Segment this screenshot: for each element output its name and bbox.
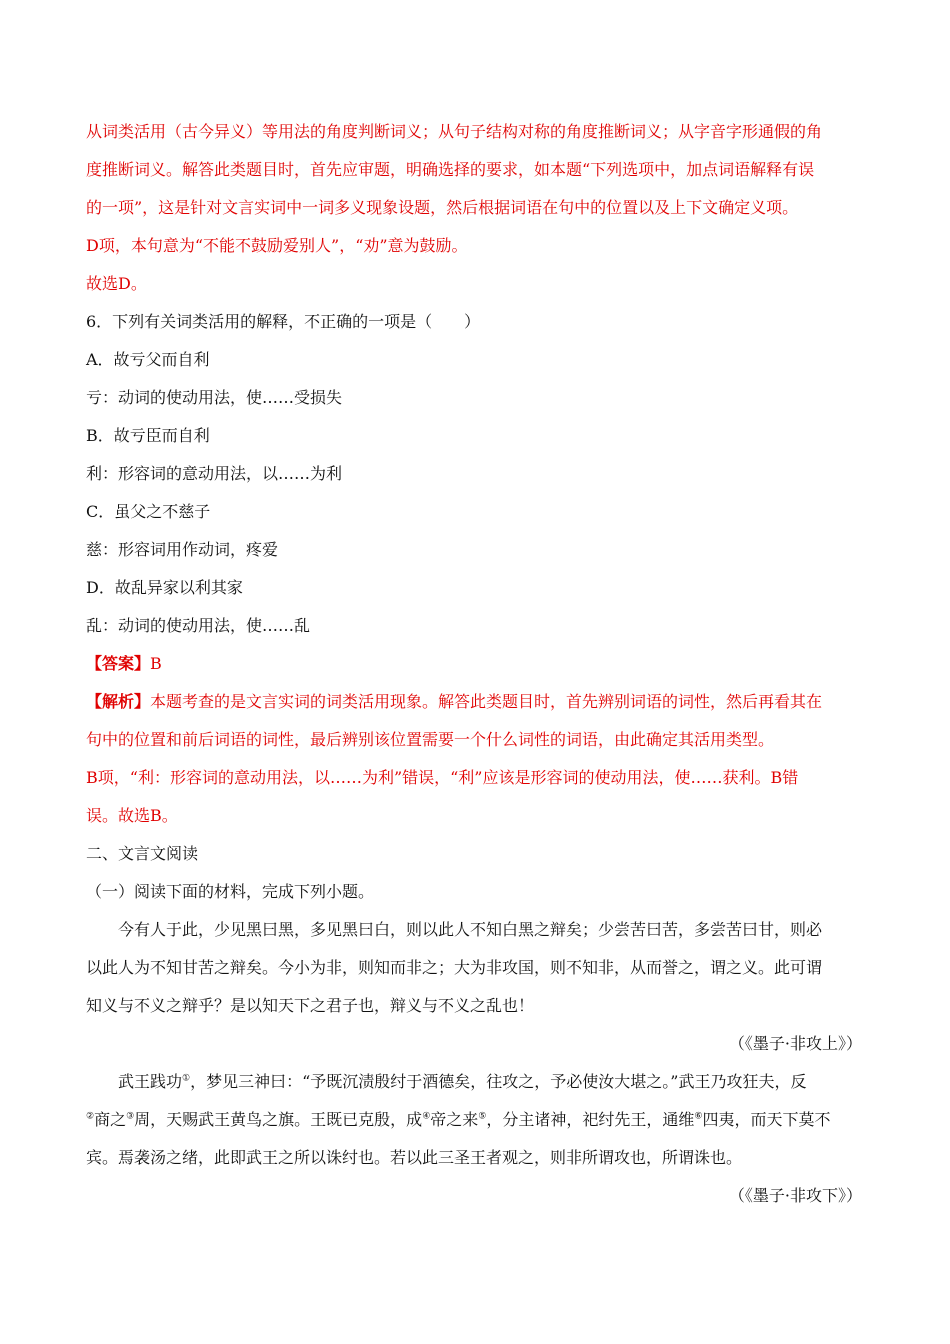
passage-2-source: （《墨子·非攻下》） xyxy=(728,1186,862,1205)
passage-text: 武王践功 xyxy=(118,1072,183,1091)
footnote-marker: ⑤ xyxy=(478,1111,487,1122)
explanation-line: 从词类活用（古今异义）等用法的角度判断词义；从句子结构对称的角度推断词义；从字音字形通假的角 xyxy=(86,122,823,141)
option-b: B．故亏臣而自利 xyxy=(86,426,210,445)
passage-text: 帝之来 xyxy=(430,1110,479,1129)
section-subheading: （一）阅读下面的材料，完成下列小题。 xyxy=(86,882,375,901)
section-heading: 二、文言文阅读 xyxy=(86,844,199,863)
footnote-marker: ⑥ xyxy=(694,1111,703,1122)
option-c: C．虽父之不慈子 xyxy=(86,502,211,521)
passage-text: 周，天赐武王黄鸟之旗。王既已克殷，成 xyxy=(134,1110,423,1129)
option-a-note: 亏：动词的使动用法，使……受损失 xyxy=(86,388,343,407)
option-d-note: 乱：动词的使动用法，使……乱 xyxy=(86,616,311,635)
passage-text: ，分主诸神，祀纣先王，通维 xyxy=(486,1110,695,1129)
option-a: A．故亏父而自利 xyxy=(86,350,210,369)
passage-1-source: （《墨子·非攻上》） xyxy=(728,1034,862,1053)
option-c-note: 慈：形容词用作动词，疼爱 xyxy=(86,540,279,559)
analysis-tag: 【解析】 xyxy=(86,692,151,711)
passage-text: 商之 xyxy=(94,1110,127,1129)
footnote-marker: ④ xyxy=(422,1111,431,1122)
answer-tag: 【答案】 xyxy=(86,654,151,673)
analysis-line: 误。故选B。 xyxy=(86,806,178,825)
answer-value: B xyxy=(150,654,162,673)
explanation-conclusion: 故选D。 xyxy=(86,274,147,293)
analysis-line xyxy=(86,692,822,712)
analysis-line: B项，“利：形容词的意动用法，以……为利”错误，“利”应该是形容词的使动用法，使……获利。B错 xyxy=(86,768,799,787)
passage-text: 四夷，而天下莫不 xyxy=(702,1110,831,1129)
passage-2-line xyxy=(118,1072,806,1092)
passage-2-line: 宾。焉袭汤之绪，此即武王之所以诛纣也。若以此三圣王者观之，则非所谓攻也，所谓诛也。 xyxy=(86,1148,743,1167)
explanation-line: 度推断词义。解答此类题目时，首先应审题，明确选择的要求，如本题“下列选项中，加点词语解释有误 xyxy=(86,160,815,179)
passage-1-line: 以此人为不知甘苦之辩矣。今小为非，则知而非之；大为非攻国，则不知非，从而誉之，谓之义。此可谓 xyxy=(86,958,823,977)
passage-2-line xyxy=(86,1110,830,1130)
question-6-stem: 6．下列有关词类活用的解释，不正确的一项是（ ） xyxy=(86,312,481,331)
explanation-line: 的一项”，这是针对文言实词中一词多义现象设题，然后根据词语在句中的位置以及上下文确定义项。 xyxy=(86,198,799,217)
passage-1-line: 今有人于此，少见黑曰黑，多见黑曰白，则以此人不知白黑之辩矣；少尝苦曰苦，多尝苦曰甘，则必 xyxy=(118,920,823,939)
footnote-marker: ③ xyxy=(126,1111,135,1122)
explanation-line: D项，本句意为“不能不鼓励爱别人”，“劝”意为鼓励。 xyxy=(86,236,468,255)
passage-1-line: 知义与不义之辩乎？是以知天下之君子也，辩义与不义之乱也！ xyxy=(86,996,535,1015)
passage-text: ，梦见三神曰：“予既沉渍殷纣于酒德矣，往攻之，予必使汝大堪之。”武王乃攻狂夫，反 xyxy=(190,1072,807,1091)
analysis-text: 本题考查的是文言实词的词类活用现象。解答此类题目时，首先辨别词语的词性，然后再看其在 xyxy=(150,692,823,711)
footnote-marker: ② xyxy=(86,1111,95,1122)
footnote-marker: ① xyxy=(182,1073,191,1084)
answer-line xyxy=(86,654,162,674)
option-d: D．故乱异家以利其家 xyxy=(86,578,243,597)
option-b-note: 利：形容词的意动用法，以……为利 xyxy=(86,464,343,483)
analysis-line: 句中的位置和前后词语的词性，最后辨别该位置需要一个什么词性的词语，由此确定其活用类型。 xyxy=(86,730,775,749)
